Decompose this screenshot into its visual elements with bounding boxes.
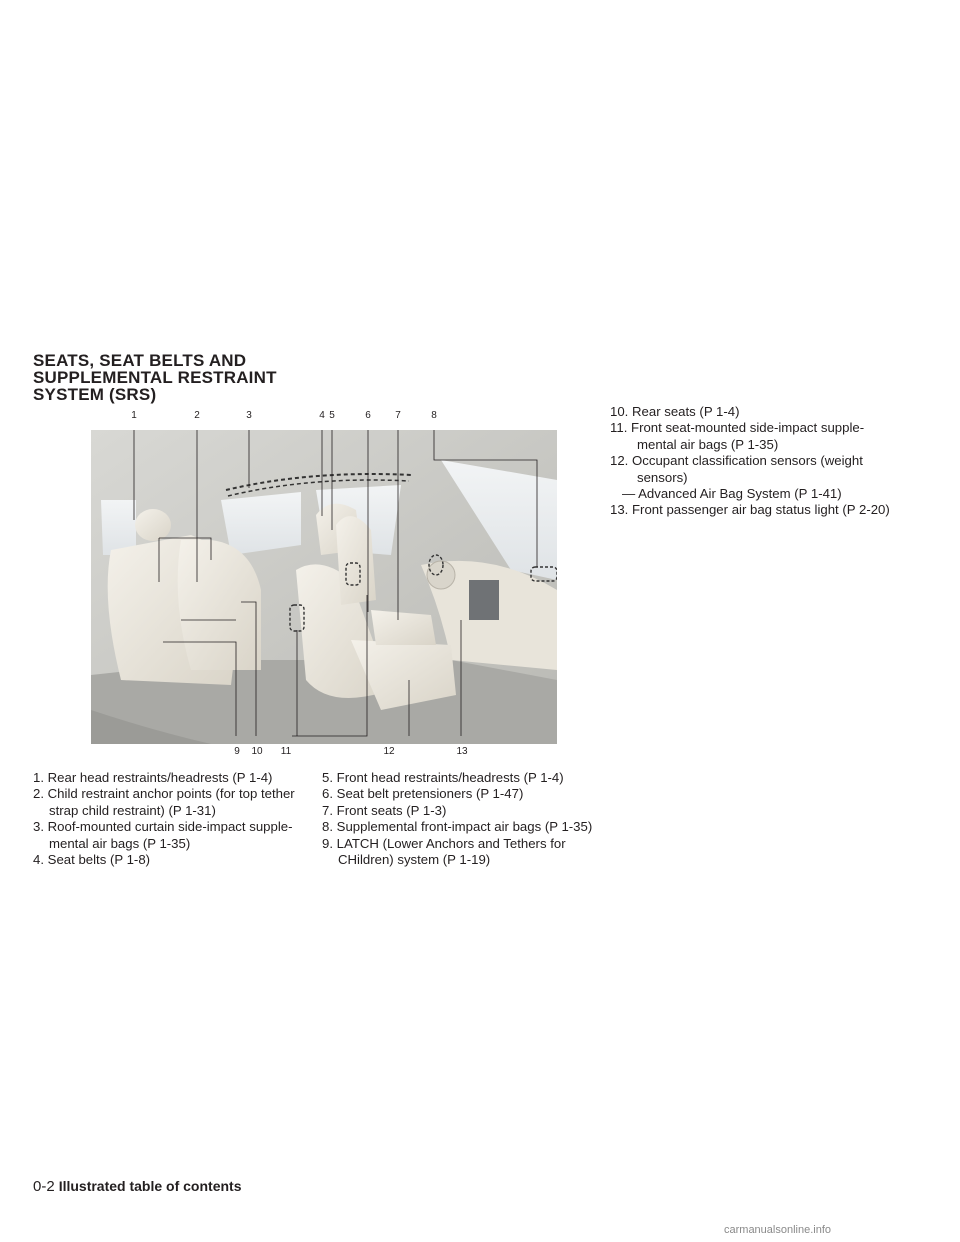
legend-item-13: 13. Front passenger air bag status light (P 2-20) (610, 502, 890, 518)
legend-column-left (33, 770, 315, 868)
car-interior-drawing (91, 430, 557, 744)
callout-2: 2 (194, 410, 200, 421)
legend-item-10: 10. Rear seats (P 1-4) (610, 404, 740, 419)
legend-item-2: 2. Child restraint anchor points (for top tether strap child restraint) (P 1-31) (33, 786, 295, 818)
callout-1: 1 (131, 410, 137, 421)
legend-column-right (610, 404, 892, 519)
callout-5: 5 (329, 410, 335, 421)
legend-item-12: 12. Occupant classification sensors (weight sensors) (610, 453, 863, 485)
page-footer (33, 1178, 242, 1195)
watermark: carmanualsonline.info (724, 1224, 832, 1236)
callout-11: 11 (280, 746, 292, 757)
callout-4: 4 (319, 410, 325, 421)
legend-item-3: 3. Roof-mounted curtain side-impact supple-mental air bags (P 1-35) (33, 819, 293, 851)
callout-13: 13 (456, 746, 468, 757)
legend-item-6: 6. Seat belt pretensioners (P 1-47) (322, 786, 524, 802)
section-title (33, 352, 363, 403)
legend-item-1: 1. Rear head restraints/headrests (P 1-4) (33, 770, 273, 785)
callout-3: 3 (246, 410, 252, 421)
legend-item-5: 5. Front head restraints/headrests (P 1-4) (322, 770, 564, 785)
section-title-line-3: SYSTEM (SRS) (33, 385, 157, 404)
footer-title: Illustrated table of contents (58, 1178, 242, 1194)
legend-item-8: 8. Supplemental front-impact air bags (P 1-35) (322, 819, 593, 835)
section-title-line-1: SEATS, SEAT BELTS AND (33, 351, 247, 370)
legend-item-12-sub: — Advanced Air Bag System (P 1-41) (622, 486, 842, 502)
legend-item-9: 9. LATCH (Lower Anchors and Tethers for CHildren) system (P 1-19) (322, 835, 566, 868)
seat-srs-illustration (71, 410, 559, 760)
callout-9: 9 (234, 746, 240, 757)
callout-8: 8 (431, 410, 437, 421)
legend-column-middle (322, 770, 612, 868)
callout-12: 12 (383, 746, 395, 757)
callout-6: 6 (365, 410, 371, 421)
legend-item-4: 4. Seat belts (P 1-8) (33, 852, 151, 868)
callout-10: 10 (251, 746, 263, 757)
page-number: 0-2 (33, 1178, 55, 1195)
section-title-line-2: SUPPLEMENTAL RESTRAINT (33, 368, 277, 387)
callout-7: 7 (395, 410, 401, 421)
legend-item-7: 7. Front seats (P 1-3) (322, 802, 447, 818)
legend-item-11: 11. Front seat-mounted side-impact supple-mental air bags (P 1-35) (610, 420, 865, 452)
